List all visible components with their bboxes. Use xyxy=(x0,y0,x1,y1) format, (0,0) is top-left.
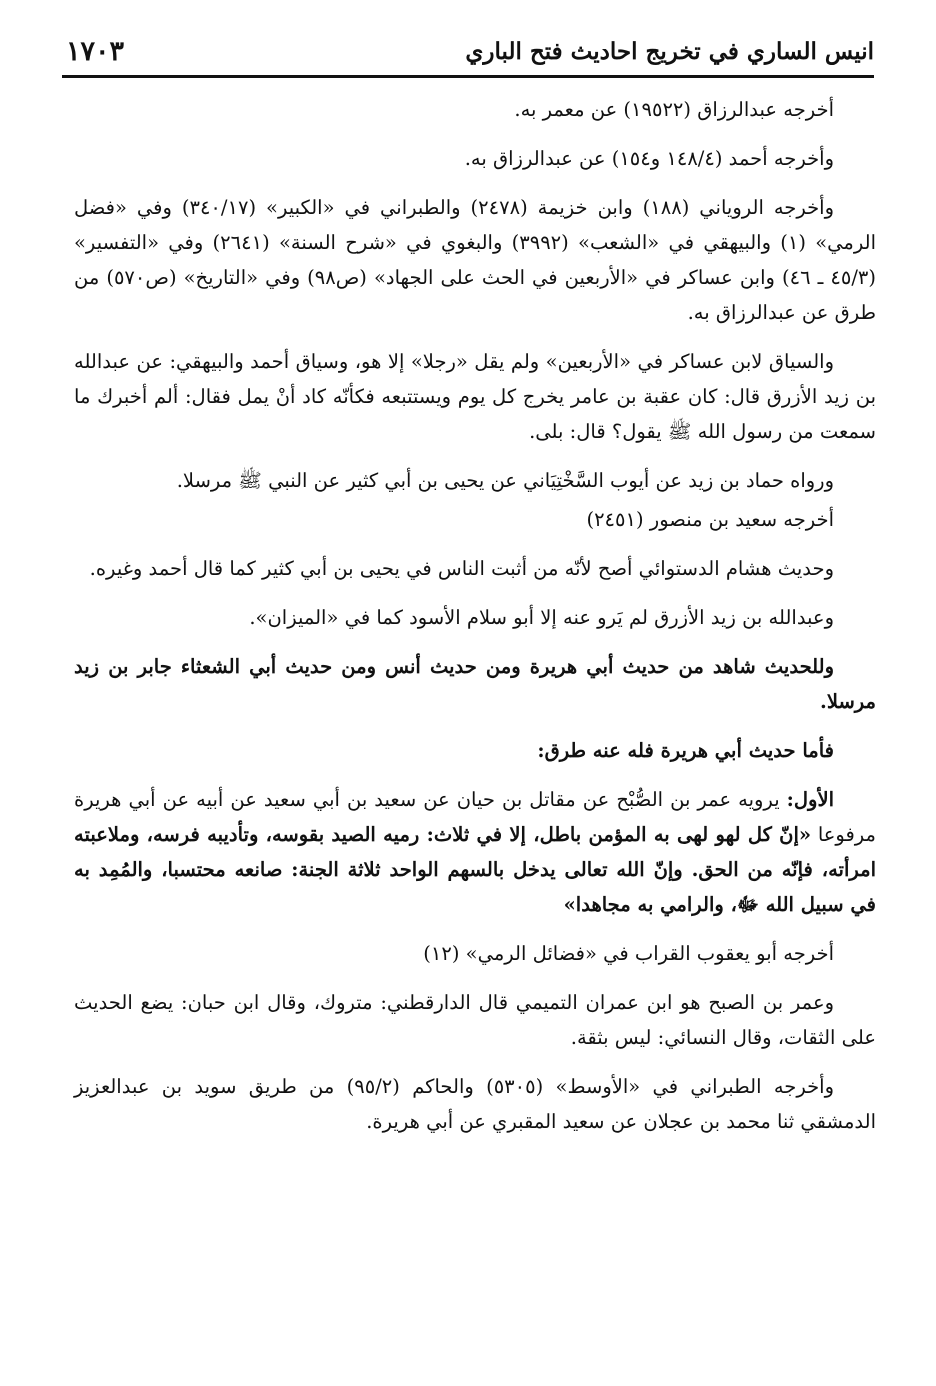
header-rule xyxy=(62,75,874,78)
page-number: ١٧٠٣ xyxy=(66,36,125,67)
paragraph: ورواه حماد بن زيد عن أيوب السَّخْتِيَاني عن يحيى بن أبي كثير عن النبي ﷺ مرسلا. xyxy=(176,469,834,492)
header-title: انيس الساري في تخريج احاديث فتح الباري xyxy=(465,38,874,65)
route-text: يرويه عمر بن الصُّبْح عن مقاتل بن حيان عن سعيد بن أبي سعيد عن أبيه عن أبي هريرة مرفوعا xyxy=(74,788,877,846)
hadith-text: «إنّ كل لهو لهى به المؤمن باطل، إلا في ثلاث: رميه الصيد بقوسه، وتأديبه فرسه، وملاعبته امرأته، فإنّه من الحق. وإنّ الله تعالى يدخل بالسهم الواحد ثلاثة الجنة: صانعه محتسبا، والمُمِد به في سبيل الله ﷻ، والرامي به مجاهدا» xyxy=(74,823,876,916)
running-header xyxy=(62,36,874,72)
paragraph-bold: فأما حديث أبي هريرة فله عنه طرق: xyxy=(537,739,834,762)
paragraph-bold: وللحديث شاهد من حديث أبي هريرة ومن حديث أنس ومن حديث أبي الشعثاء جابر بن زيد مرسلا. xyxy=(74,655,876,713)
route-lead: الأول: xyxy=(786,788,834,811)
paragraph: أخرجه سعيد بن منصور (٢٤٥١) xyxy=(586,508,834,531)
paragraph: وأخرجه الطبراني في «الأوسط» (٥٣٠٥) والحاكم (٩٥/٢) من طريق سويد بن عبدالعزيز الدمشقي ثنا محمد بن عجلان عن سعيد المقبري عن أبي هريرة. xyxy=(74,1075,876,1133)
paragraph: أخرجه أبو يعقوب القراب في «فضائل الرمي» (١٢) xyxy=(423,942,834,965)
paragraph: وأخرجه أحمد (١٤٨/٤ و١٥٤) عن عبدالرزاق به. xyxy=(464,147,834,170)
paragraph: وأخرجه الروياني (١٨٨) وابن خزيمة (٢٤٧٨) والطبراني في «الكبير» (٣٤٠/١٧) وفي «فضل الرمي» (١) والبيهقي في «الشعب» (٣٩٩٢) والبغوي في «شرح السنة» (٢٦٤١) وفي «التفسير» (٤٥/٣ ـ ٤٦) وابن عساكر في «الأربعين في الحث على الجهاد» (ص٩٨) وفي «التاريخ» (ص٥٧٠) من طرق عن عبدالرزاق به. xyxy=(74,196,876,324)
page-body xyxy=(74,92,876,1153)
paragraph: أخرجه عبدالرزاق (١٩٥٢٢) عن معمر به. xyxy=(514,98,834,121)
first-route-paragraph xyxy=(74,782,876,922)
paragraph: وعمر بن الصبح هو ابن عمران التميمي قال الدارقطني: متروك، وقال ابن حبان: يضع الحديث على الثقات، وقال النسائي: ليس بثقة. xyxy=(74,991,876,1049)
paragraph: والسياق لابن عساكر في «الأربعين» ولم يقل «رجلا» إلا هو، وسياق أحمد والبيهقي: عن عبدالله بن زيد الأزرق قال: كان عقبة بن عامر يخرج كل يوم ويستتبعه فكأنّه كاد أنْ يمل فقال: ألم أخبرك ما سمعت من رسول الله ﷺ يقول؟ قال: بلى. xyxy=(74,350,876,443)
paragraph: وحديث هشام الدستوائي أصح لأنّه من أثبت الناس في يحيى بن أبي كثير كما قال أحمد وغيره. xyxy=(89,557,834,580)
paragraph: وعبدالله بن زيد الأزرق لم يَرو عنه إلا أبو سلام الأسود كما في «الميزان». xyxy=(249,606,834,629)
